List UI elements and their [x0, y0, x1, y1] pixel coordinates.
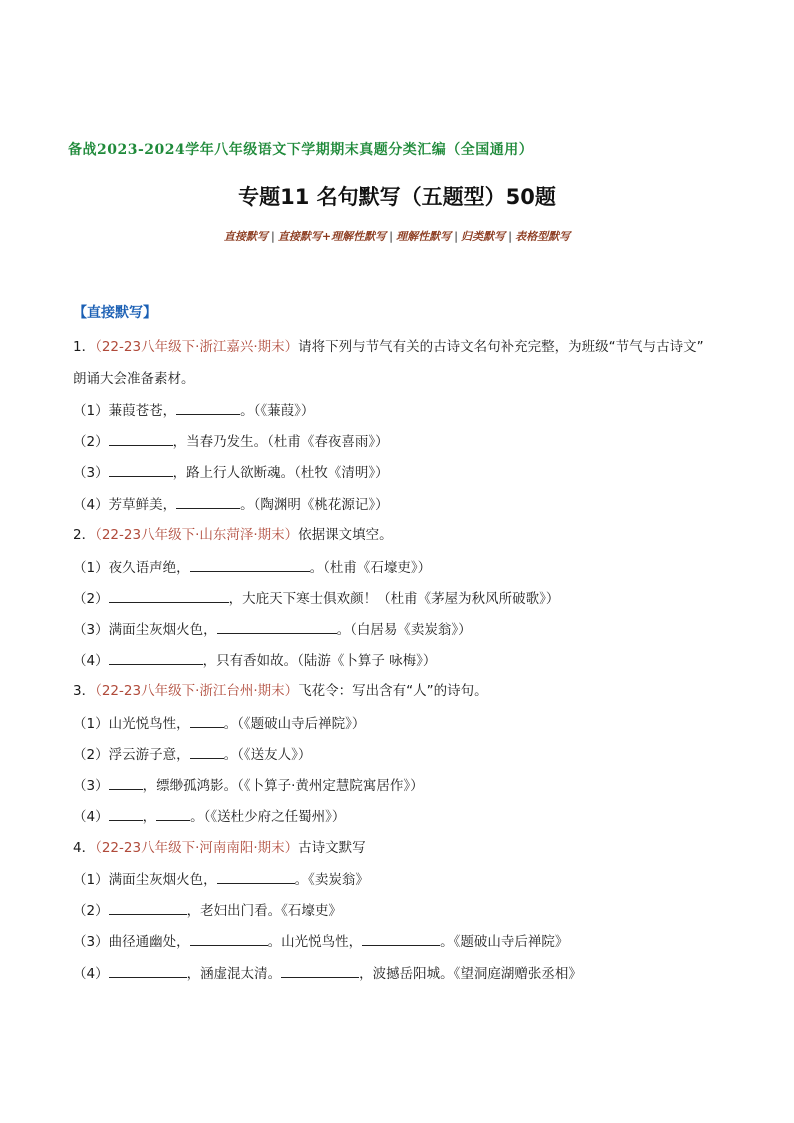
nav-item-direct: 直接默写: [223, 230, 268, 243]
answer-blank: [109, 775, 143, 790]
question-number: 1．: [73, 339, 96, 355]
nav-item-direct-plus-understanding: 直接默写+理解性默写: [277, 230, 387, 243]
question-source: （22-23八年级下·河南南阳·期末）: [95, 840, 299, 856]
question-stem: [73, 838, 366, 858]
question-type-nav: [0, 228, 794, 244]
question-number: 2．: [73, 527, 96, 543]
answer-blank: [156, 806, 190, 821]
answer-blank: [109, 650, 203, 665]
answer-blank: [217, 619, 337, 634]
fill-item: （4） ，只有香如故。（陆游《卜算子 咏梅》）: [73, 650, 436, 671]
fill-item: （2）浮云游子意， 。（《送友人》）: [73, 744, 311, 765]
page-title: 专题11 名句默写（五题型）50题: [238, 185, 556, 209]
answer-blank: [109, 963, 187, 978]
question-number: 3．: [73, 683, 96, 699]
question-text: 依据课文填空。: [298, 527, 393, 543]
fill-item: （1）蒹葭苍苍， 。（《蒹葭》）: [73, 400, 314, 421]
fill-item: （1）夜久语声绝， 。（杜甫《石壕吏》）: [73, 557, 431, 578]
answer-blank: [176, 400, 240, 415]
answer-blank: [190, 931, 268, 946]
answer-blank: [190, 557, 310, 572]
answer-blank: [190, 713, 224, 728]
answer-blank: [362, 931, 440, 946]
fill-item: （3）曲径通幽处， 。山光悦鸟性， 。《题破山寺后禅院》: [73, 931, 568, 952]
fill-item: （4）芳草鲜美， 。（陶渊明《桃花源记》）: [73, 494, 389, 515]
fill-item: （3） ，路上行人欲断魂。（杜牧《清明》）: [73, 462, 389, 483]
question-stem: [73, 681, 488, 701]
question-source: （22-23八年级下·浙江台州·期末）: [95, 683, 299, 699]
series-header: 备战2023-2024学年八年级语文下学期期末真题分类汇编（全国通用）: [68, 142, 534, 158]
question-text: 请将下列与节气有关的古诗文名句补充完整，为班级“节气与古诗文”: [298, 339, 704, 355]
question-number: 4．: [73, 840, 96, 856]
answer-blank: [217, 869, 295, 884]
question-text: 古诗文默写: [298, 840, 366, 856]
nav-separator: |: [454, 230, 459, 243]
fill-item: （4） ，涵虚混太清。 ，波撼岳阳城。《望洞庭湖赠张丞相》: [73, 963, 582, 984]
answer-blank: [176, 494, 240, 509]
fill-item: （2） ，当春乃发生。（杜甫《春夜喜雨》）: [73, 431, 389, 452]
fill-item: （1）满面尘灰烟火色， 。《卖炭翁》: [73, 869, 369, 890]
fill-item: （2） ，大庇天下寒士俱欢颜！（杜甫《茅屋为秋风所破歌》）: [73, 588, 559, 609]
question-stem: [73, 337, 704, 357]
nav-item-table: 表格型默写: [515, 230, 571, 243]
fill-item: （3） ，缥缈孤鸿影。（《卜算子·黄州定慧院寓居作》）: [73, 775, 424, 796]
nav-item-understanding: 理解性默写: [396, 230, 452, 243]
answer-blank: [109, 900, 187, 915]
question-stem-continued: 朗诵大会准备素材。: [73, 371, 195, 387]
question-source: （22-23八年级下·山东菏泽·期末）: [95, 527, 299, 543]
fill-item: （1）山光悦鸟性， 。（《题破山寺后禅院》）: [73, 713, 365, 734]
answer-blank: [109, 462, 173, 477]
question-stem: [73, 525, 393, 545]
fill-item: （2） ，老妇出门看。《石壕吏》: [73, 900, 342, 921]
answer-blank: [109, 431, 173, 446]
nav-separator: |: [270, 230, 275, 243]
answer-blank: [190, 744, 224, 759]
question-source: （22-23八年级下·浙江嘉兴·期末）: [95, 339, 299, 355]
answer-blank: [281, 963, 359, 978]
question-text: 飞花令：写出含有“人”的诗句。: [298, 683, 488, 699]
nav-separator: |: [508, 230, 513, 243]
answer-blank: [109, 588, 229, 603]
nav-item-categorized: 归类默写: [461, 230, 506, 243]
nav-separator: |: [389, 230, 394, 243]
answer-blank: [109, 806, 143, 821]
fill-item: （4） ， 。（《送杜少府之任蜀州》）: [73, 806, 345, 827]
section-heading: 【直接默写】: [73, 305, 157, 321]
fill-item: （3）满面尘灰烟火色， 。（白居易《卖炭翁》）: [73, 619, 472, 640]
